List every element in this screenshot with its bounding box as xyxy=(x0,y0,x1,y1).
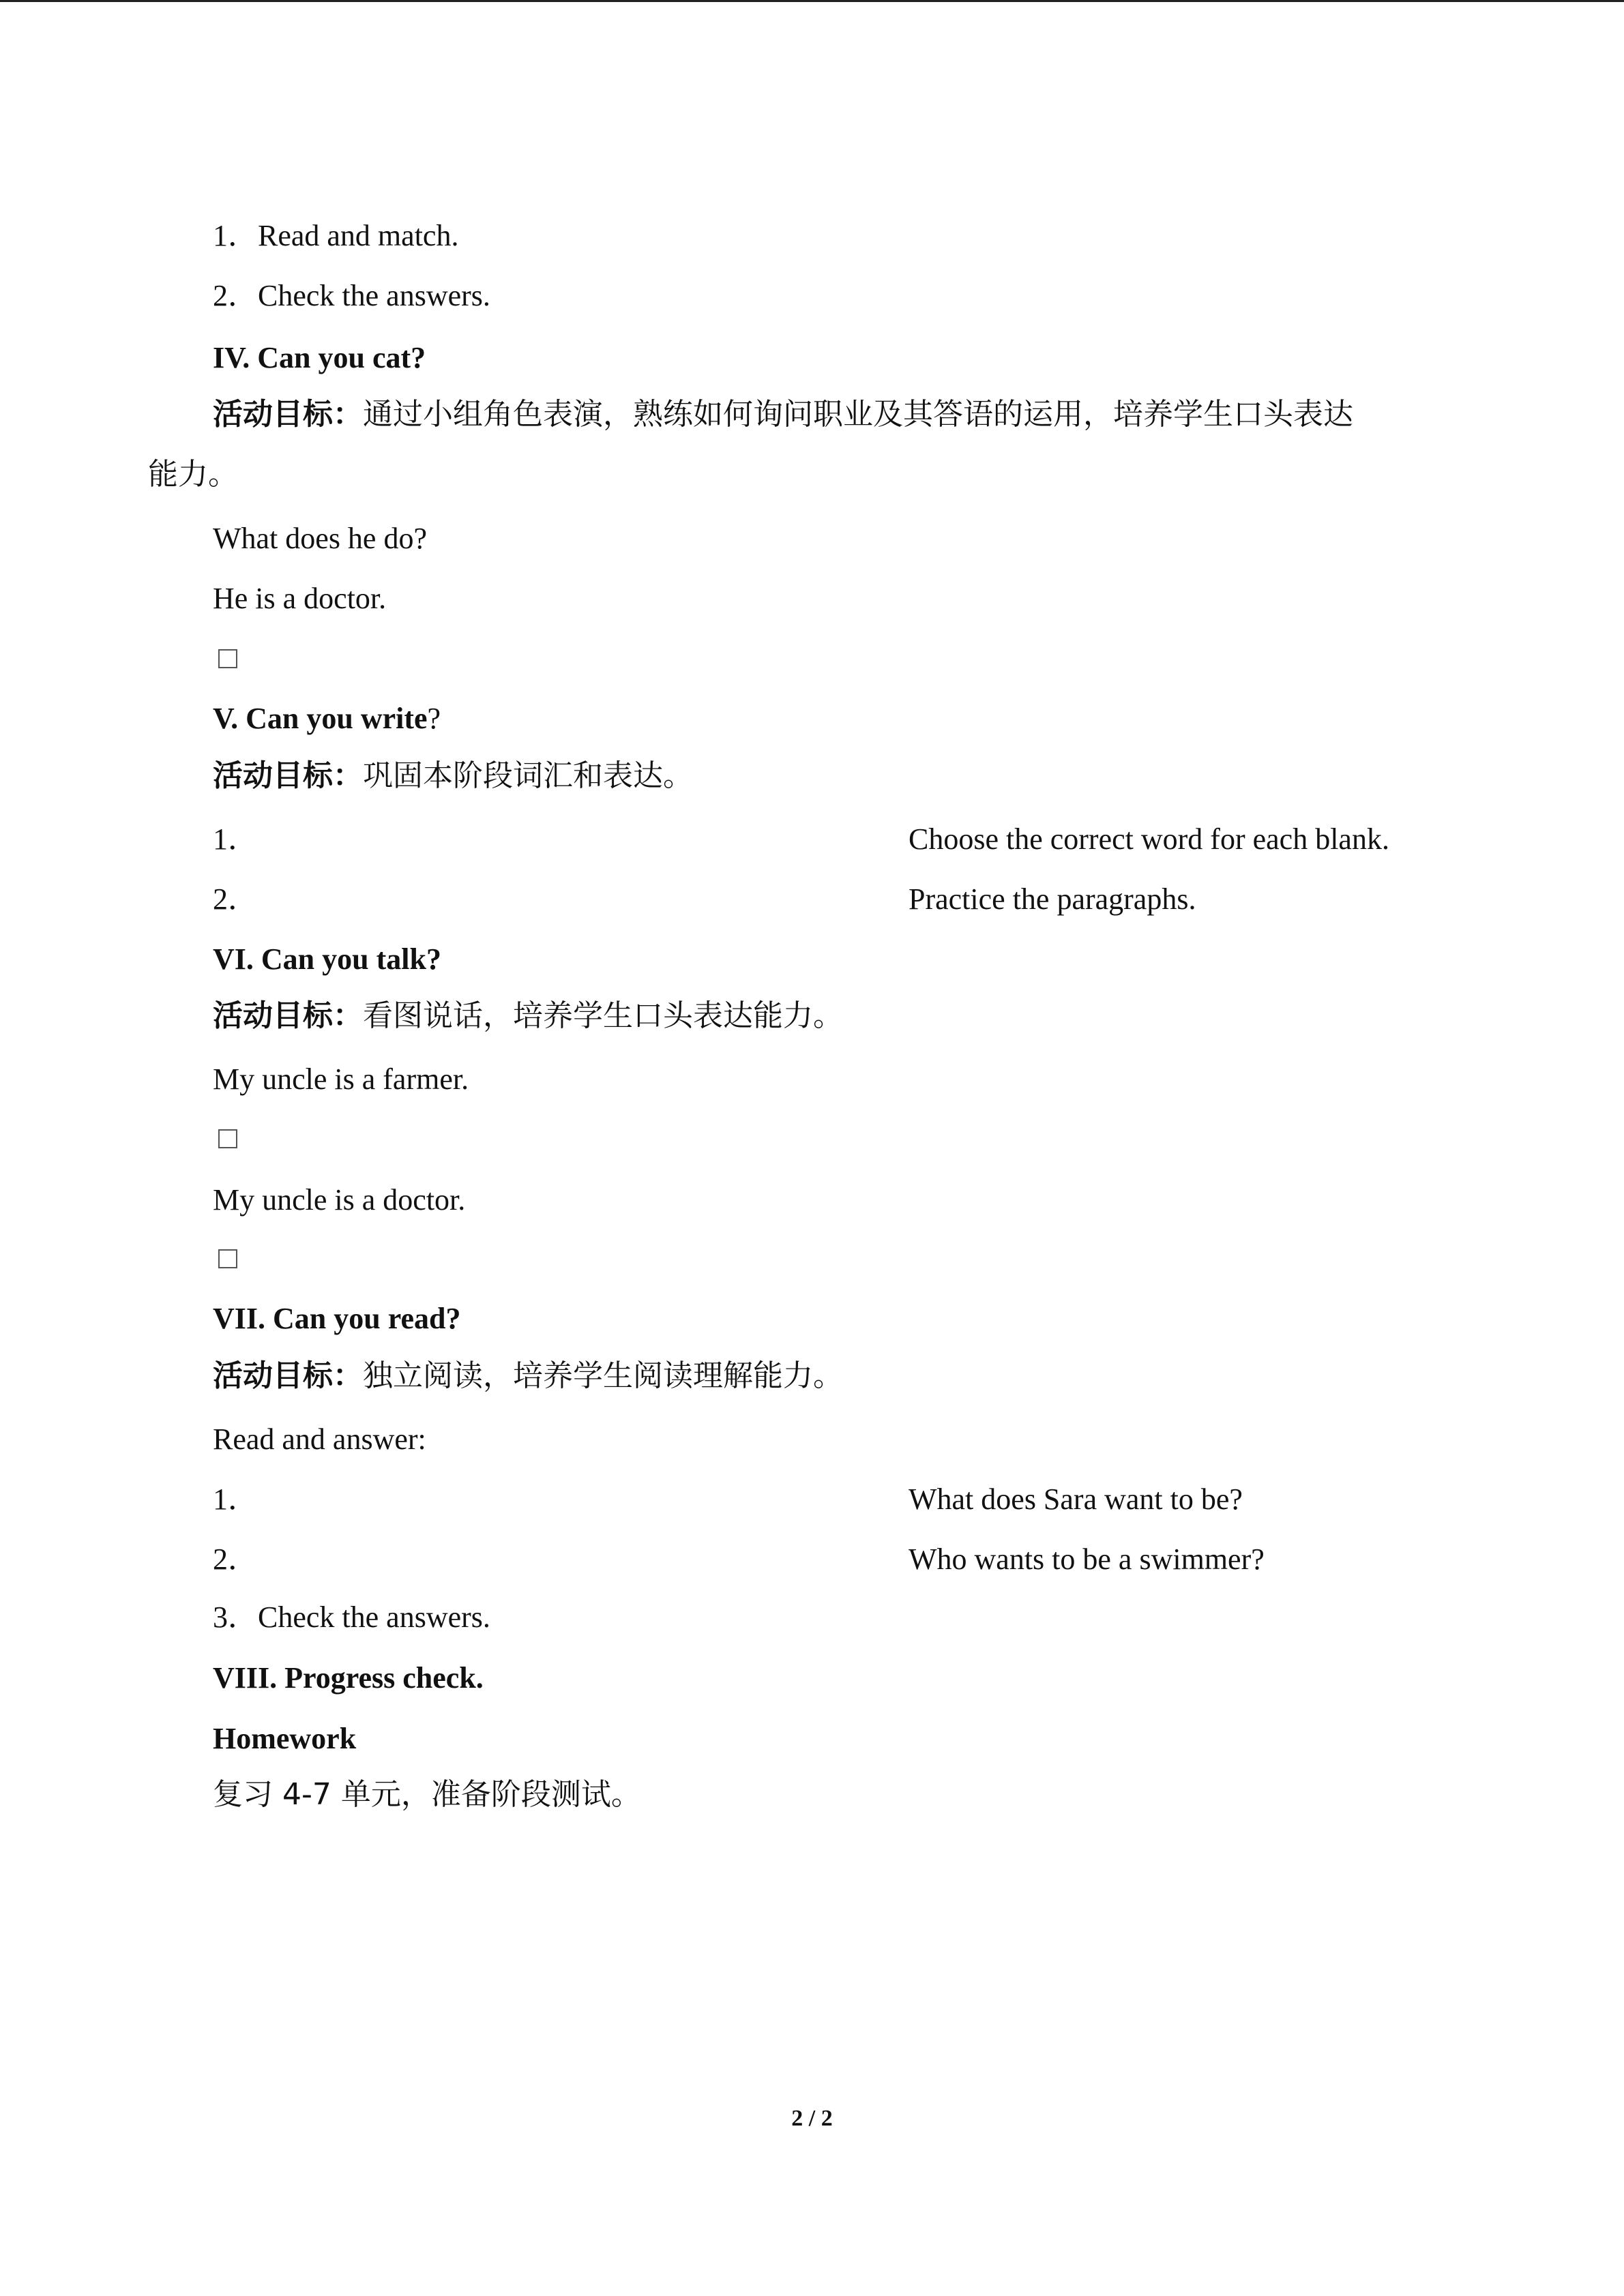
item-text: Read and match. xyxy=(258,219,459,252)
read-and-answer: Read and answer: xyxy=(213,1422,426,1456)
goal-text: 巩固本阶段词汇和表达。 xyxy=(363,758,693,793)
check-answers-item xyxy=(213,277,490,315)
read-item-2-text: Who wants to be a swimmer? xyxy=(909,1542,1265,1576)
section-vii-heading: VII. Can you read? xyxy=(213,1302,461,1335)
sentence-uncle-farmer: My uncle is a farmer. xyxy=(213,1062,469,1096)
goal-text: 看图说话，培养学生口头表达能力。 xyxy=(363,998,843,1033)
image-placeholder-box xyxy=(218,1129,237,1148)
item-number: 2． xyxy=(213,279,258,312)
item-text: Check the answers. xyxy=(258,1600,490,1634)
section-v-heading xyxy=(213,700,441,738)
section-vi-goal xyxy=(213,997,843,1035)
sentence-uncle-doctor: My uncle is a doctor. xyxy=(213,1183,466,1217)
item-number: 3． xyxy=(213,1600,258,1634)
goal-text: 独立阅读，培养学生阅读理解能力。 xyxy=(363,1358,843,1393)
section-vi-heading: VI. Can you talk? xyxy=(213,942,441,976)
write-item-1-number: 1． xyxy=(213,822,258,856)
image-placeholder-box xyxy=(218,649,237,668)
section-iv-goal-continued: 能力。 xyxy=(148,457,238,492)
read-match-item xyxy=(213,217,458,255)
answer-he-is-a-doctor: He is a doctor. xyxy=(213,582,387,615)
write-item-2-number: 2． xyxy=(213,882,258,916)
heading-text: V. Can you write xyxy=(213,702,428,735)
section-viii-heading: VIII. Progress check. xyxy=(213,1661,484,1695)
heading-question-mark: ? xyxy=(427,702,441,735)
item-text: Check the answers. xyxy=(258,279,490,312)
read-item-1-text: What does Sara want to be? xyxy=(909,1482,1243,1516)
goal-label: 活动目标： xyxy=(213,758,363,793)
question-what-does-he-do: What does he do? xyxy=(213,522,427,555)
homework-heading: Homework xyxy=(213,1722,357,1755)
section-iv-heading: IV. Can you cat? xyxy=(213,341,426,374)
goal-label: 活动目标： xyxy=(213,1358,363,1393)
check-answers-item xyxy=(213,1598,490,1637)
section-iv-goal xyxy=(213,396,1353,434)
section-v-goal xyxy=(213,757,693,795)
image-placeholder-box xyxy=(218,1249,237,1268)
page-number: 2 / 2 xyxy=(791,2106,833,2131)
write-item-1-text: Choose the correct word for each blank. xyxy=(909,822,1389,856)
homework-text: 复习 4-7 单元，准备阶段测试。 xyxy=(213,1777,641,1812)
section-vii-goal xyxy=(213,1357,843,1395)
item-number: 1． xyxy=(213,219,258,252)
write-item-2-text: Practice the paragraphs. xyxy=(909,882,1196,916)
goal-label: 活动目标： xyxy=(213,998,363,1033)
goal-text: 通过小组角色表演，熟练如何询问职业及其答语的运用，培养学生口头表达 xyxy=(363,397,1353,432)
goal-label: 活动目标： xyxy=(213,397,363,432)
read-item-2-number: 2． xyxy=(213,1542,258,1576)
read-item-1-number: 1． xyxy=(213,1482,258,1516)
